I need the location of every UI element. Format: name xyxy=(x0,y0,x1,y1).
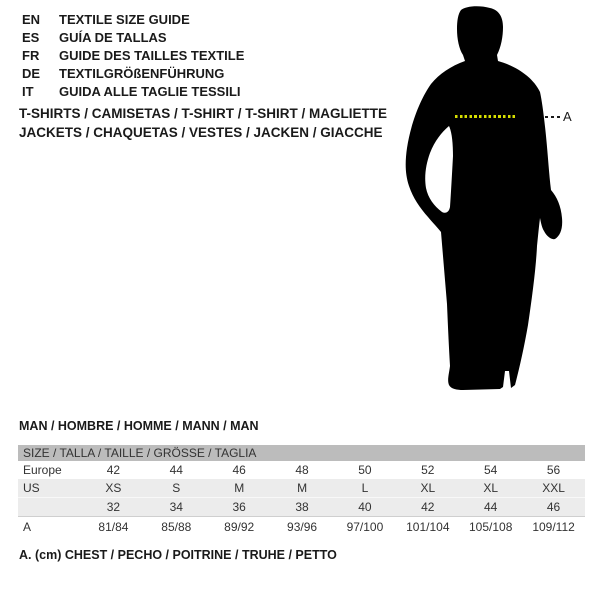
cell: 32 xyxy=(82,498,145,517)
language-label: TEXTILGRÖßENFÜHRUNG xyxy=(59,66,225,81)
language-code: ES xyxy=(22,30,40,45)
cell: 97/100 xyxy=(334,517,397,537)
jackets-line: JACKETS / CHAQUETAS / VESTES / JACKEN / GIACCHE xyxy=(19,125,383,140)
language-row-en xyxy=(22,11,244,29)
measurement-footnote: A. (cm) CHEST / PECHO / POITRINE / TRUHE / PETTO xyxy=(19,548,337,562)
cell: L xyxy=(361,481,369,495)
table-row-europe xyxy=(18,461,585,479)
size-table-grid xyxy=(18,461,585,536)
language-code: EN xyxy=(22,12,41,27)
cell: S xyxy=(172,481,181,495)
language-row-es xyxy=(22,29,244,47)
measure-label-a: A xyxy=(563,109,572,124)
cell: 46 xyxy=(232,463,246,477)
cell: 48 xyxy=(295,463,309,477)
cell: XL xyxy=(420,481,436,495)
section-title-man: MAN / HOMBRE / HOMME / MANN / MAN xyxy=(19,419,259,433)
cell: 40 xyxy=(334,498,397,517)
chest-measure-dash-on-body xyxy=(455,115,516,118)
cell: 38 xyxy=(271,498,334,517)
cell: 42 xyxy=(106,463,121,477)
row-label: A xyxy=(18,517,82,537)
cell: XS xyxy=(105,481,122,495)
chest-measure-dash-leader xyxy=(545,116,560,118)
table-row-numeric xyxy=(18,498,585,517)
language-row-it xyxy=(22,83,244,101)
language-guide-list xyxy=(22,11,244,101)
cell: 52 xyxy=(421,463,435,477)
garment-types xyxy=(19,104,387,142)
cell: 44 xyxy=(169,463,183,477)
cell: 42 xyxy=(396,498,459,517)
table-row-us xyxy=(18,479,585,498)
row-label: US xyxy=(23,481,40,495)
language-label: GUÍA DE TALLAS xyxy=(59,30,167,45)
row-label: Europe xyxy=(23,463,62,477)
table-row-chest-a xyxy=(18,517,585,537)
cell: 101/104 xyxy=(396,517,459,537)
size-table xyxy=(18,445,585,536)
language-row-fr xyxy=(22,47,244,65)
cell: 44 xyxy=(459,498,522,517)
size-table-header: SIZE / TALLA / TAILLE / GRÖSSE / TAGLIA xyxy=(18,445,585,461)
row-label xyxy=(18,498,82,517)
cell: 109/112 xyxy=(522,517,585,537)
language-code: DE xyxy=(22,66,41,81)
cell: 54 xyxy=(484,463,498,477)
language-label: GUIDA ALLE TAGLIE TESSILI xyxy=(59,84,241,99)
cell: XXL xyxy=(542,481,565,495)
tshirts-line: T-SHIRTS / CAMISETAS / T-SHIRT / T-SHIRT / MAGLIETTE xyxy=(19,106,388,121)
language-code: IT xyxy=(22,84,34,99)
cell: 56 xyxy=(546,463,561,477)
language-row-de xyxy=(22,65,244,83)
cell: 85/88 xyxy=(145,517,208,537)
cell: M xyxy=(234,481,245,495)
language-code: FR xyxy=(22,48,40,63)
cell: 93/96 xyxy=(271,517,334,537)
cell: 50 xyxy=(358,463,372,477)
cell: M xyxy=(297,481,308,495)
cell: XL xyxy=(483,481,499,495)
cell: 34 xyxy=(145,498,208,517)
man-silhouette xyxy=(403,4,565,392)
cell: 105/108 xyxy=(459,517,522,537)
cell: 89/92 xyxy=(208,517,271,537)
language-label: TEXTILE SIZE GUIDE xyxy=(59,12,190,27)
cell: 81/84 xyxy=(82,517,145,537)
language-label: GUIDE DES TAILLES TEXTILE xyxy=(59,48,245,63)
cell: 36 xyxy=(208,498,271,517)
cell: 46 xyxy=(522,498,585,517)
